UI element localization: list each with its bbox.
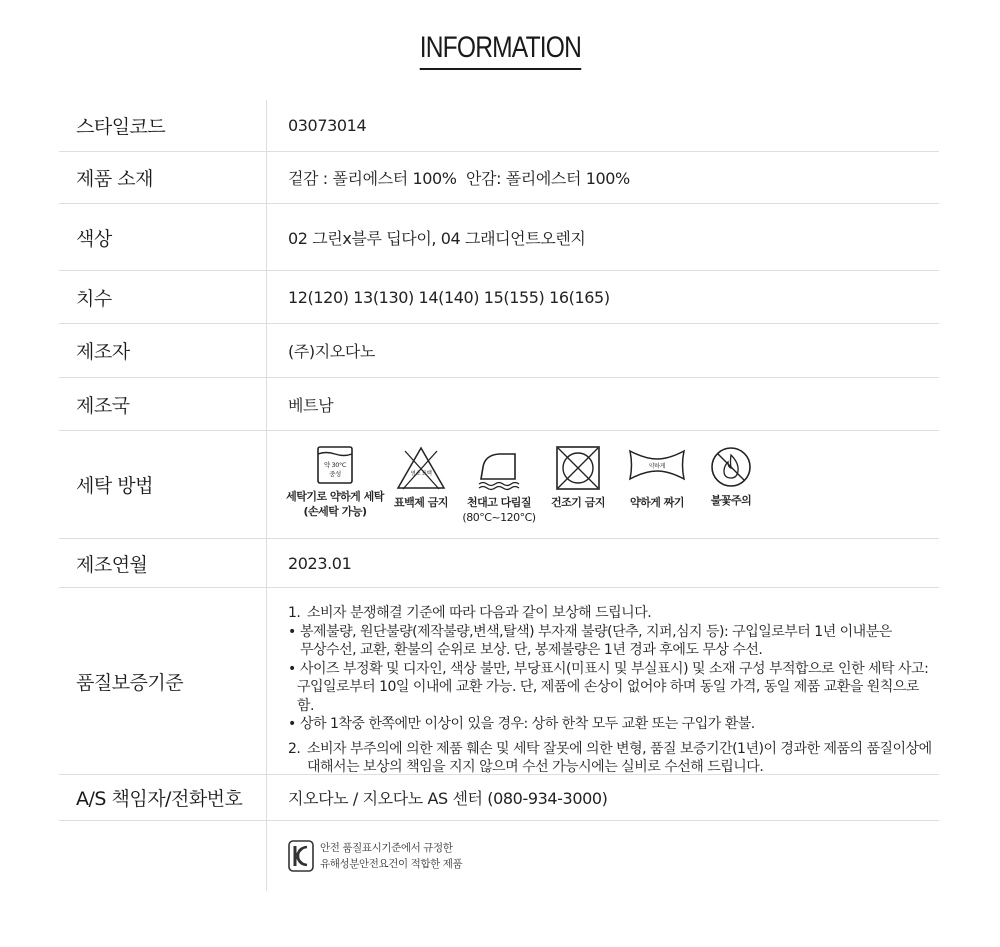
row-kc: [59, 821, 939, 891]
row-warranty: [59, 588, 939, 775]
wash-item-dryer: [541, 445, 615, 510]
no-bleach-text: 염소 표백: [410, 470, 432, 477]
manufacture-date-value: 2023.01: [288, 553, 352, 573]
warranty-bullet-1: [288, 623, 939, 642]
as-value: 지오다노 / 지오다노 AS 센터 (080-934-3000): [288, 789, 608, 808]
warranty-bullet-text: 봉제불량, 원단불량(제작불량,변색,탈색) 부자재 불량(단추, 지퍼,심지 등): 구입일로부터 1년 이내분은: [300, 623, 892, 640]
style-code-value: 03073014: [288, 116, 367, 135]
warranty-bullet-text: 사이즈 부정확 및 디자인, 색상 불만, 부당표시(미표시 및 부실표시) 및 소재 구성 부적합으로 인한 세탁 사고:: [300, 660, 929, 677]
wash-caption-line: (80°C~120°C): [462, 510, 536, 524]
warranty-label: 품질보증기준: [59, 588, 267, 774]
warranty-bullet-continuation: 구입일로부터 10일 이내에 교환 가능. 단, 제품에 손상이 없어야 하며 동일 가격, 동일 제품 교환을 원칙으로 함.: [297, 679, 919, 714]
warranty-bullet-2: [288, 660, 939, 679]
row-style-code: [59, 100, 939, 152]
kc-text-line: 유해성분안전요건이 적합한 제품: [320, 858, 463, 870]
wash-caption-line: 표백제 금지: [394, 495, 448, 509]
wash-caption: [711, 493, 752, 508]
material-label: 제품 소재: [59, 152, 267, 203]
kc-label-empty: [59, 821, 267, 891]
wash-caption: [462, 495, 535, 525]
warranty-bullet-3: [288, 715, 939, 734]
country-label: 제조국: [59, 378, 267, 430]
row-size: [59, 271, 939, 324]
gentle-wring-icon: [627, 445, 687, 485]
wash-30-icon: [315, 445, 355, 485]
row-maker: [59, 324, 939, 378]
wash-caption: [394, 495, 448, 510]
wash-caption-line: 천대고 다림질: [466, 495, 532, 509]
page-title: INFORMATION: [419, 30, 580, 70]
washing-label: 세탁 방법: [59, 431, 267, 538]
kc-text: [320, 840, 462, 872]
wash-item-machine: [285, 445, 385, 519]
flame-caution-icon: [709, 445, 753, 489]
color-value: 02 그린x블루 딥다이, 04 그래디언트오렌지: [288, 228, 586, 248]
warranty-value: [267, 588, 939, 774]
wash-30-temp-text: 약 30°C: [323, 460, 347, 469]
wash-caption: [630, 495, 684, 510]
warranty-item-number: 1.: [288, 605, 301, 621]
row-country: [59, 378, 939, 431]
row-manufacture-date: [59, 539, 939, 588]
wash-caption-line: 세탁기로 약하게 세탁: [286, 489, 384, 503]
manufacture-date-label: 제조연월: [59, 539, 267, 587]
info-table: [59, 100, 939, 891]
wash-caption: [286, 489, 384, 519]
row-as: [59, 775, 939, 821]
wash-caption-line: 약하게 짜기: [630, 495, 684, 509]
warranty-item-number: 2.: [288, 740, 301, 757]
maker-value: (주)지오다노: [288, 342, 375, 361]
wash-item-flame: [699, 445, 763, 508]
bullet-mark: •: [288, 716, 296, 732]
no-tumble-dry-icon: [555, 445, 601, 491]
warranty-text: [288, 588, 939, 791]
wash-caption-line: 불꽃주의: [710, 493, 752, 507]
bullet-mark: •: [288, 660, 296, 677]
washing-icon-list: [285, 445, 763, 525]
warranty-item-text: 소비자 분쟁해결 기준에 따라 다음과 같이 보상해 드립니다.: [307, 605, 652, 621]
wash-item-bleach: [385, 445, 457, 510]
no-bleach-icon: [395, 445, 447, 491]
as-label: A/S 책임자/전화번호: [59, 775, 267, 820]
wash-30-neutral-text: 중성: [329, 469, 341, 478]
washing-value: [267, 431, 939, 538]
bullet-mark: •: [288, 623, 296, 640]
warranty-item-text: 소비자 부주의에 의한 제품 훼손 및 세탁 잘못에 의한 변형, 품질 보증기간(1년)이 경과한 제품의 품질이상에: [307, 740, 932, 757]
maker-label: 제조자: [59, 324, 267, 377]
wash-caption-line: (손세탁 가능): [303, 504, 367, 518]
wash-caption: [551, 495, 605, 510]
warranty-item-continuation: 대해서는 보상의 책임을 지지 않으며 수선 가능시에는 실비로 수선해 드립니다.: [307, 759, 764, 775]
row-material: [59, 152, 939, 204]
row-color: [59, 204, 939, 271]
warranty-bullet-text: 상하 1착중 한쪽에만 이상이 있을 경우: 상하 한착 모두 교환 또는 구입가 환불.: [300, 716, 755, 732]
warranty-bullet-continuation: 무상수선, 교환, 환불의 순위로 보상. 단, 봉제불량은 1년 경과 후에도 무상 수선.: [300, 642, 763, 658]
kc-certification: [288, 840, 462, 872]
wash-item-iron: [457, 445, 541, 525]
size-label: 치수: [59, 271, 267, 323]
wash-caption-line: 건조기 금지: [551, 495, 605, 509]
warranty-item-1: [288, 604, 939, 623]
wash-item-wring: [615, 445, 699, 510]
iron-icon: [475, 445, 523, 491]
gentle-wring-text: 약하게: [648, 462, 666, 470]
country-value: 베트남: [288, 395, 334, 415]
kc-value: [267, 821, 939, 891]
size-value: 12(120) 13(130) 14(140) 15(155) 16(165): [288, 287, 610, 307]
material-value: 겉감 : 폴리에스터 100% 안감: 폴리에스터 100%: [288, 169, 630, 188]
warranty-item-2: [288, 740, 939, 759]
style-code-label: 스타일코드: [59, 100, 267, 151]
kc-text-line: 안전 품질표시기준에서 규정한: [320, 842, 453, 854]
row-washing: [59, 431, 939, 539]
kc-mark-icon: [288, 840, 314, 872]
color-label: 색상: [59, 204, 267, 270]
